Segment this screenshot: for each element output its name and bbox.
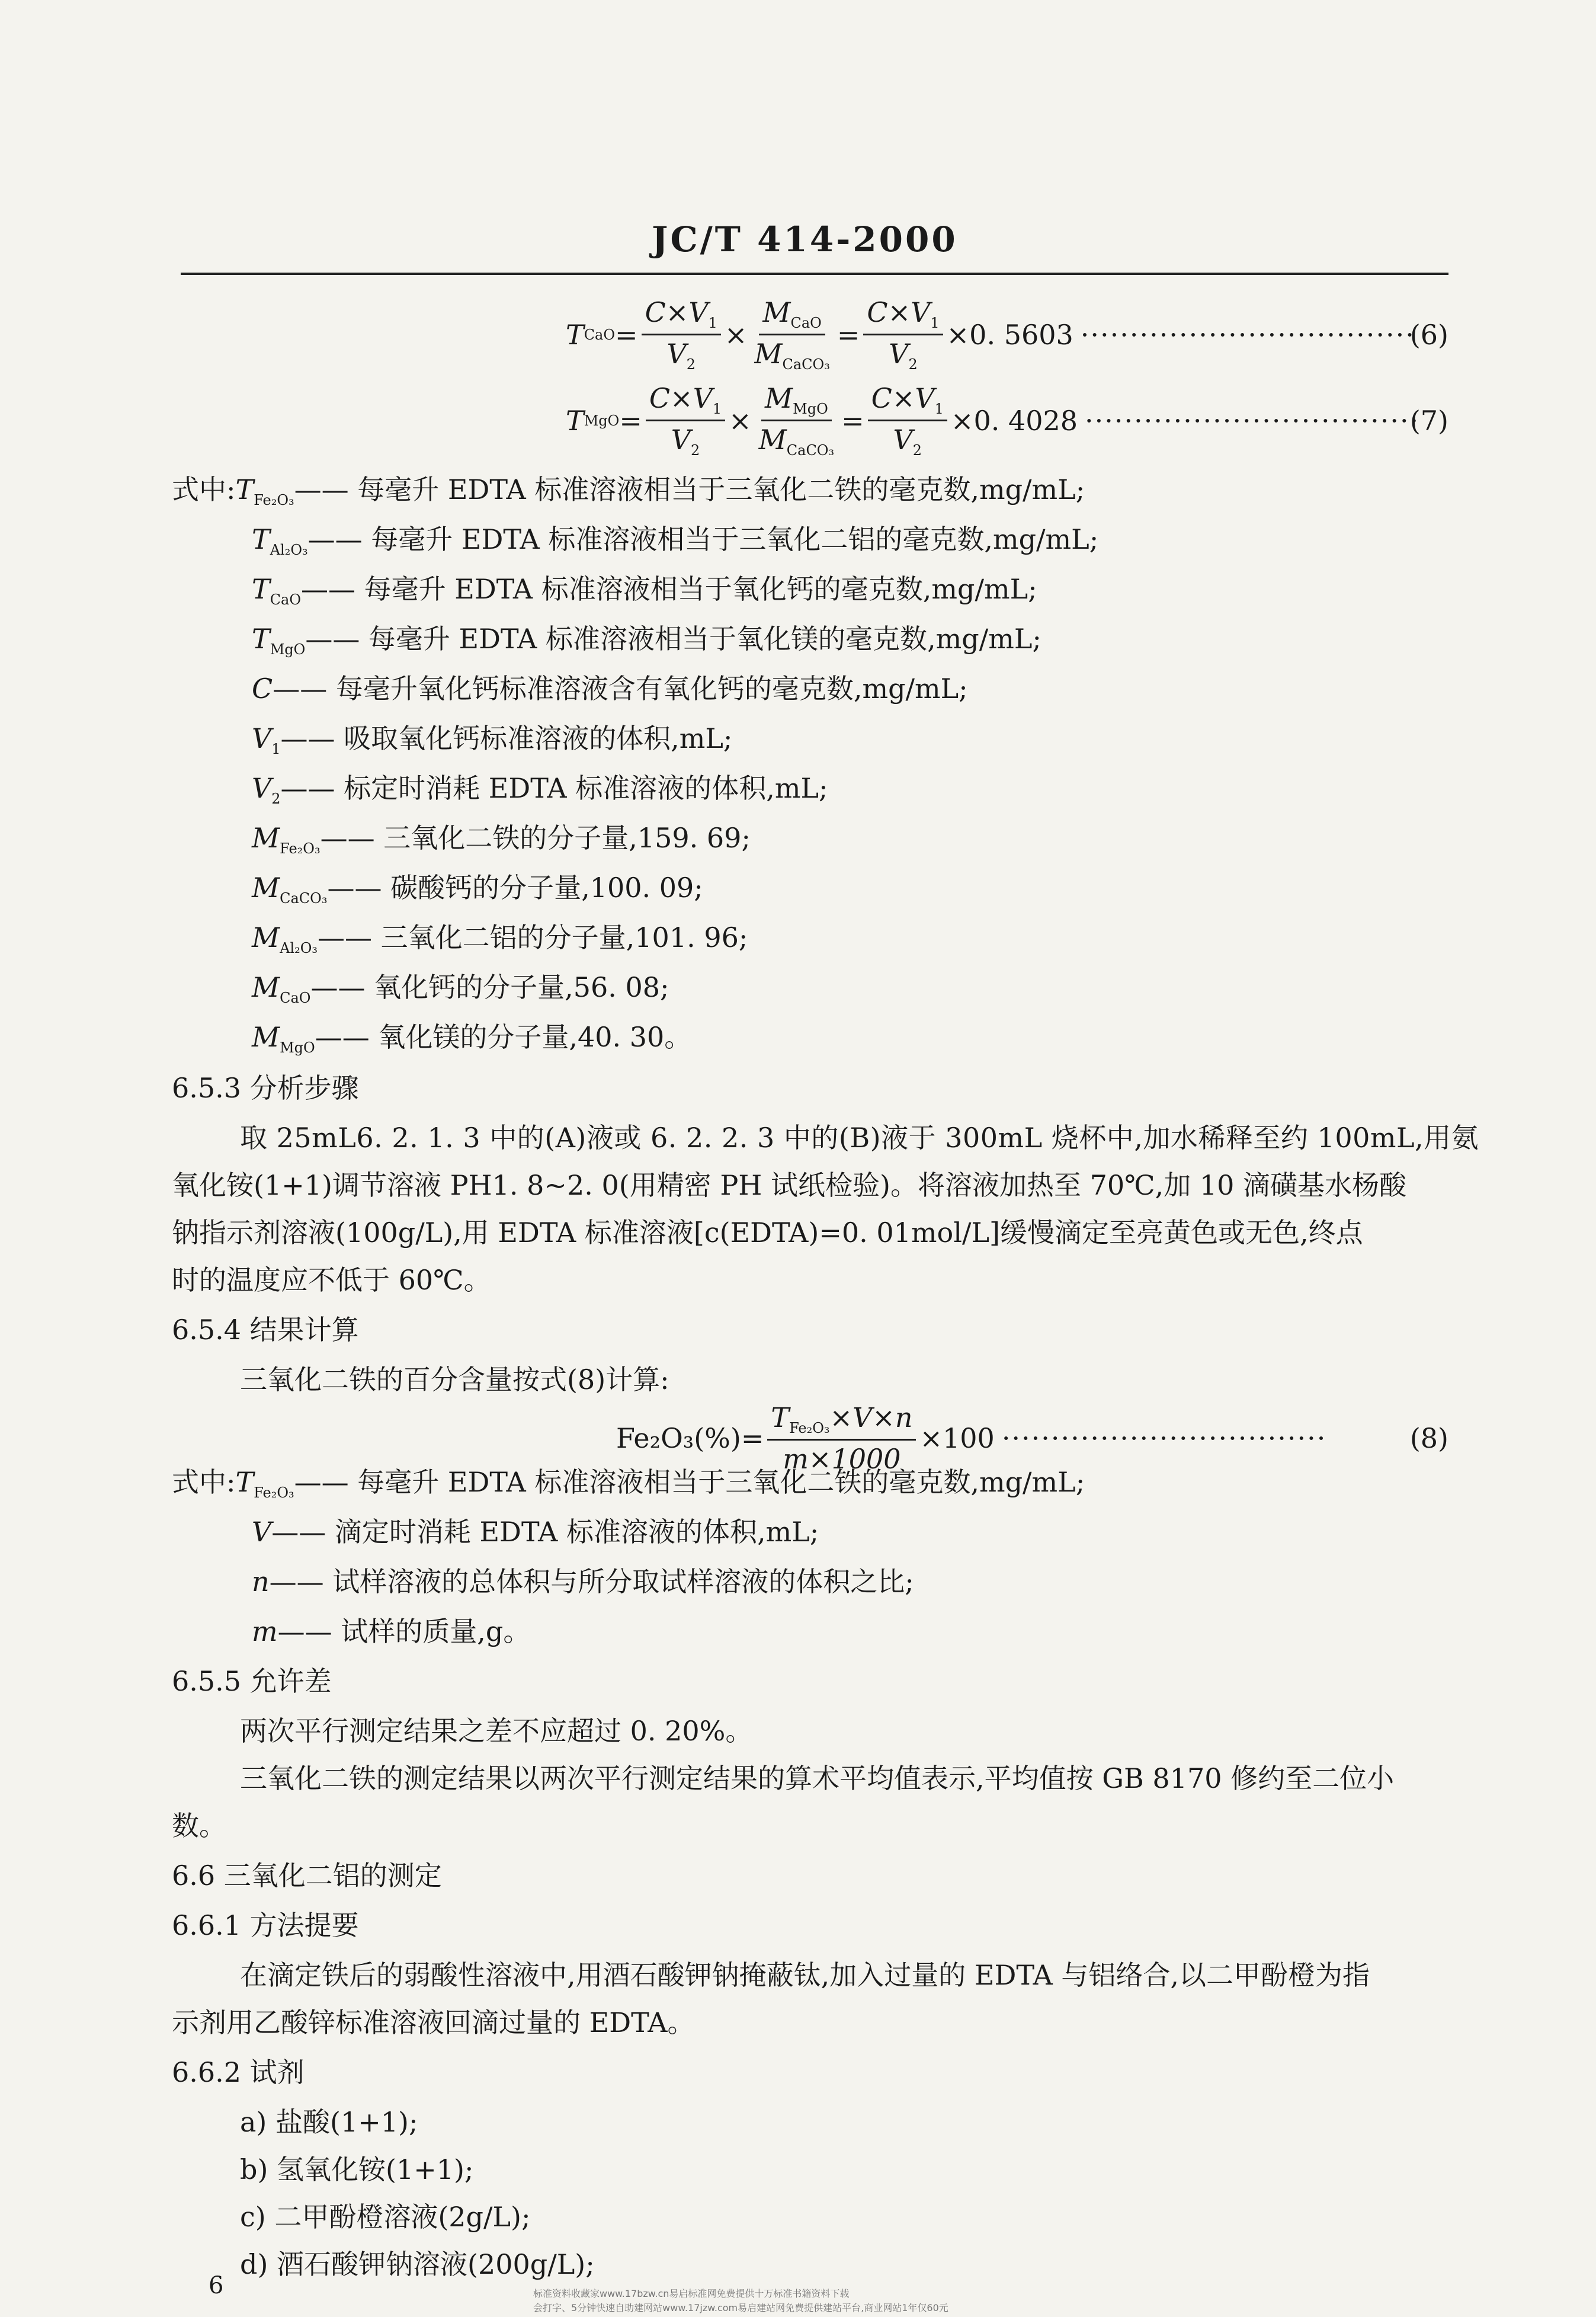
equation-number-8: (8) xyxy=(1409,1422,1448,1454)
reagent-item: c) 二甲酚橙溶液(2g/L); xyxy=(240,2201,531,2233)
equation-7: T MgO = $\frac{C\times V_1}{V_2}$ × $\frac{M_{MgO}}{M_{CaCO_3}}$ = $\frac{C\times V_1}{V_2}$ ×0. 4028 ·································· (7) xyxy=(566,382,1448,459)
section-heading-6-6: 6.6 三氧化二铝的测定 xyxy=(172,1860,442,1892)
paragraph-line: 在滴定铁后的弱酸性溶液中,用酒石酸钾钠掩蔽钛,加入过量的 EDTA 与铝络合,以二甲酚橙为指 xyxy=(240,1959,1370,1991)
equation-number-6: (6) xyxy=(1409,318,1448,351)
paragraph-line: 三氧化二铁的测定结果以两次平行测定结果的算术平均值表示,平均值按 GB 8170 修约至二位小 xyxy=(240,1762,1395,1794)
section-heading-6-6-2: 6.6.2 试剂 xyxy=(172,2056,305,2088)
section-heading-6-5-5: 6.5.5 允许差 xyxy=(172,1665,332,1697)
equation-number-7: (7) xyxy=(1409,404,1448,437)
equation-6: T CaO = $\frac{C\times V_1}{V_2}$ × $\frac{M_{CaO}}{M_{CaCO_3}}$ = $\frac{C\times V_1}{V_2}$ ×0. 5603 ·································· (6) xyxy=(566,296,1448,373)
paragraph-line: 时的温度应不低于 60℃。 xyxy=(172,1264,491,1296)
def-item: $V_1——$ 吸取氧化钙标准溶液的体积,mL; xyxy=(252,722,733,757)
section-heading-6-5-3: 6.5.3 分析步骤 xyxy=(172,1072,359,1104)
footer-watermark-line1: 标准资料收藏家www.17bzw.cn易启标准网免费提供十万标准书籍资料下载 xyxy=(533,2288,850,2299)
paragraph-line: 数。 xyxy=(172,1810,226,1842)
def-item: $M_{CaCO_3}——$ 碳酸钙的分子量,100. 09; xyxy=(252,872,703,907)
paragraph-line: 示剂用乙酸锌标准溶液回滴过量的 EDTA。 xyxy=(172,2006,695,2038)
document-header: JC/T 414-2000 xyxy=(652,219,958,260)
reagent-item: b) 氢氧化铵(1+1); xyxy=(240,2153,474,2185)
paragraph-line: 两次平行测定结果之差不应超过 0. 20%。 xyxy=(240,1715,753,1747)
page-number: 6 xyxy=(209,2272,224,2299)
def-item: C—— 每毫升氧化钙标准溶液含有氧化钙的毫克数,mg/mL; xyxy=(252,673,968,705)
def-item: $T_{MgO}——$ 每毫升 EDTA 标准溶液相当于氧化镁的毫克数,mg/mL; xyxy=(252,623,1041,658)
def-item: $M_{MgO}——$ 氧化镁的分子量,40. 30。 xyxy=(252,1021,692,1056)
paragraph-line: 三氧化二铁的百分含量按式(8)计算: xyxy=(240,1364,669,1396)
defs-intro: 式中$:T_{Fe_2O_3}——$ 每毫升 EDTA 标准溶液相当于三氧化二铁的毫克数,mg/mL; xyxy=(172,1466,1085,1501)
paragraph-line: 钠指示剂溶液(100g/L),用 EDTA 标准溶液[c(EDTA)=0. 01mol/L]缓慢滴定至亮黄色或无色,终点 xyxy=(172,1217,1363,1249)
def-item: m—— 试样的质量,g。 xyxy=(252,1615,531,1647)
equation-8: Fe₂O₃(%)= $\frac{T_{Fe_2O_3}\times V\times n}{m\times 1000}$ ×100 ································· (8) xyxy=(616,1401,1448,1475)
reagent-item: d) 酒石酸钾钠溶液(200g/L); xyxy=(240,2248,595,2280)
section-heading-6-6-1: 6.6.1 方法提要 xyxy=(172,1909,359,1941)
paragraph-line: 取 25mL6. 2. 1. 3 中的(A)液或 6. 2. 2. 3 中的(B)液于 300mL 烧杯中,加水稀释至约 100mL,用氨 xyxy=(240,1122,1479,1154)
defs-intro: 式中$:T_{Fe_2O_3}——$ 每毫升 EDTA 标准溶液相当于三氧化二铁的毫克数,mg/mL; xyxy=(172,473,1085,508)
def-item: $M_{Al_2O_3}——$ 三氧化二铝的分子量,101. 96; xyxy=(252,921,748,956)
def-item: $M_{CaO}——$ 氧化钙的分子量,56. 08; xyxy=(252,971,669,1006)
def-item: n—— 试样溶液的总体积与所分取试样溶液的体积之比; xyxy=(252,1566,914,1598)
footer-watermark-line2: 会打字、5分钟快速自助建网站www.17jzw.com易启建站网免费提供建站平台,商业网站1年仅60元 xyxy=(533,2302,948,2313)
section-heading-6-5-4: 6.5.4 结果计算 xyxy=(172,1314,359,1346)
def-item: $M_{Fe_2O_3}——$ 三氧化二铁的分子量,159. 69; xyxy=(252,822,751,857)
header-rule xyxy=(181,273,1448,275)
def-item: $T_{Al_2O_3}——$ 每毫升 EDTA 标准溶液相当于三氧化二铝的毫克数,mg/mL; xyxy=(252,523,1099,558)
reagent-item: a) 盐酸(1+1); xyxy=(240,2106,418,2138)
def-item: $T_{CaO}——$ 每毫升 EDTA 标准溶液相当于氧化钙的毫克数,mg/mL; xyxy=(252,573,1037,608)
def-item: $V_2——$ 标定时消耗 EDTA 标准溶液的体积,mL; xyxy=(252,772,828,807)
def-item: V—— 滴定时消耗 EDTA 标准溶液的体积,mL; xyxy=(252,1516,819,1548)
paragraph-line: 氧化铵(1+1)调节溶液 PH1. 8~2. 0(用精密 PH 试纸检验)。将溶液加热至 70℃,加 10 滴磺基水杨酸 xyxy=(172,1169,1406,1201)
